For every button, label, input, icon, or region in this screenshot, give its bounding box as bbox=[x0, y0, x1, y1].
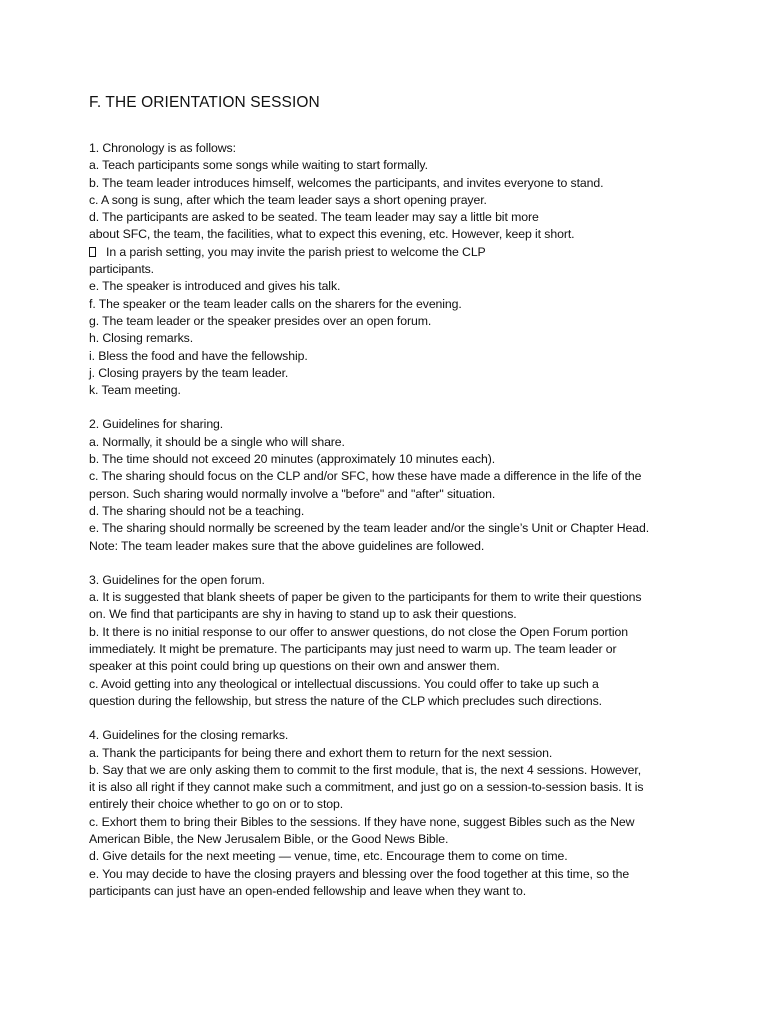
text-line bbox=[89, 814, 689, 831]
line-text: 2. Guidelines for sharing. bbox=[89, 417, 224, 432]
text-line bbox=[89, 296, 689, 313]
text-line bbox=[89, 451, 689, 468]
text-line bbox=[89, 676, 689, 693]
text-line bbox=[89, 520, 689, 537]
line-text: e. You may decide to have the closing prayers and blessing over the food together at this time, so the bbox=[89, 866, 630, 881]
text-line bbox=[89, 261, 689, 278]
text-line bbox=[89, 693, 689, 710]
text-line bbox=[89, 416, 689, 433]
document-body bbox=[89, 140, 689, 900]
text-line bbox=[89, 434, 689, 451]
text-line bbox=[89, 503, 689, 520]
line-text: a. Teach participants some songs while waiting to start formally. bbox=[89, 158, 428, 173]
line-text: i. Bless the food and have the fellowship. bbox=[89, 348, 308, 363]
line-text: b. The time should not exceed 20 minutes (approximately 10 minutes each). bbox=[89, 452, 496, 467]
text-line bbox=[89, 589, 689, 606]
text-line bbox=[89, 175, 689, 192]
text-line bbox=[89, 572, 689, 589]
line-text: speaker at this point could bring up questions on their own and answer them. bbox=[89, 659, 500, 674]
text-line bbox=[89, 658, 689, 675]
line-text: on. We find that participants are shy in having to stand up to ask their questions. bbox=[89, 607, 517, 622]
line-text: 3. Guidelines for the open forum. bbox=[89, 572, 265, 587]
text-line bbox=[89, 348, 689, 365]
section-1 bbox=[89, 140, 689, 399]
text-line bbox=[89, 209, 689, 226]
line-text: about SFC, the team, the facilities, what to expect this evening, etc. However, keep it short. bbox=[89, 227, 575, 242]
line-text: b. It there is no initial response to our offer to answer questions, do not close the Open Forum portion bbox=[89, 624, 628, 639]
missing-glyph-bullet-icon bbox=[89, 247, 96, 257]
line-text: e. The speaker is introduced and gives his talk. bbox=[89, 279, 341, 294]
line-text: c. A song is sung, after which the team leader says a short opening prayer. bbox=[89, 192, 487, 207]
text-line bbox=[89, 330, 689, 347]
line-text: a. Thank the participants for being there and exhort them to return for the next session. bbox=[89, 745, 553, 760]
text-line bbox=[89, 641, 689, 658]
line-text: 4. Guidelines for the closing remarks. bbox=[89, 728, 289, 743]
line-text: e. The sharing should normally be screened by the team leader and/or the single’s Unit or Chapter Head. bbox=[89, 521, 650, 536]
text-line bbox=[89, 486, 689, 503]
text-line bbox=[89, 538, 689, 555]
line-text: 1. Chronology is as follows: bbox=[89, 141, 236, 155]
line-text: participants can just have an open-ended fellowship and leave when they want to. bbox=[89, 883, 527, 898]
line-text: Note: The team leader makes sure that the above guidelines are followed. bbox=[89, 538, 485, 553]
text-line bbox=[89, 624, 689, 641]
line-text: a. Normally, it should be a single who will share. bbox=[89, 434, 345, 449]
line-text: it is also all right if they cannot make such a commitment, and just go on a session-to-session basis. It is bbox=[89, 780, 644, 795]
line-text: immediately. It might be premature. The participants may just need to warm up. The team leader or bbox=[89, 642, 617, 657]
text-line bbox=[89, 140, 689, 157]
text-line bbox=[89, 883, 689, 900]
line-text: question during the fellowship, but stress the nature of the CLP which precludes such directions. bbox=[89, 693, 602, 708]
text-line bbox=[89, 606, 689, 623]
line-text: entirely their choice whether to go on or to stop. bbox=[89, 797, 344, 812]
text-line bbox=[89, 192, 689, 209]
line-text: g. The team leader or the speaker presides over an open forum. bbox=[89, 313, 432, 328]
text-line bbox=[89, 313, 689, 330]
line-text: c. The sharing should focus on the CLP and/or SFC, how these have made a difference in the life of the bbox=[89, 469, 642, 484]
line-text: j. Closing prayers by the team leader. bbox=[89, 365, 289, 380]
text-line bbox=[89, 226, 689, 243]
text-line bbox=[89, 866, 689, 883]
line-text: participants. bbox=[89, 262, 155, 277]
document-page bbox=[89, 94, 689, 917]
section-4 bbox=[89, 727, 689, 900]
document-title: F. THE ORIENTATION SESSION bbox=[89, 94, 320, 111]
line-text: k. Team meeting. bbox=[89, 383, 181, 398]
text-line bbox=[89, 762, 689, 779]
line-text: d. The participants are asked to be seated. The team leader may say a little bit more bbox=[89, 210, 539, 225]
text-line bbox=[89, 244, 689, 261]
text-line bbox=[89, 848, 689, 865]
line-text: b. Say that we are only asking them to commit to the first module, that is, the next 4 sessions. However, bbox=[89, 762, 642, 777]
line-text: c. Exhort them to bring their Bibles to the sessions. If they have none, suggest Bibles such as the New bbox=[89, 814, 635, 829]
section-3 bbox=[89, 572, 689, 710]
text-line bbox=[89, 468, 689, 485]
line-text: d. The sharing should not be a teaching. bbox=[89, 503, 305, 518]
line-text: American Bible, the New Jerusalem Bible, or the Good News Bible. bbox=[89, 831, 449, 846]
line-text: person. Such sharing would normally involve a "before" and "after" situation. bbox=[89, 486, 496, 501]
text-line bbox=[89, 779, 689, 796]
text-line bbox=[89, 278, 689, 295]
text-line bbox=[89, 157, 689, 174]
line-text: a. It is suggested that blank sheets of paper be given to the participants for them to write their questions bbox=[89, 590, 642, 605]
line-text: d. Give details for the next meeting — venue, time, etc. Encourage them to come on time. bbox=[89, 849, 568, 864]
line-text: In a parish setting, you may invite the parish priest to welcome the CLP bbox=[106, 244, 486, 259]
text-line bbox=[89, 831, 689, 848]
line-text: c. Avoid getting into any theological or intellectual discussions. You could offer to take up such a bbox=[89, 676, 599, 691]
line-text: b. The team leader introduces himself, welcomes the participants, and invites everyone to stand. bbox=[89, 175, 604, 190]
text-line bbox=[89, 796, 689, 813]
section-2 bbox=[89, 416, 689, 554]
text-line bbox=[89, 382, 689, 399]
text-line bbox=[89, 745, 689, 762]
text-line bbox=[89, 727, 689, 744]
text-line bbox=[89, 365, 689, 382]
line-text: h. Closing remarks. bbox=[89, 331, 194, 346]
line-text: f. The speaker or the team leader calls on the sharers for the evening. bbox=[89, 296, 462, 311]
